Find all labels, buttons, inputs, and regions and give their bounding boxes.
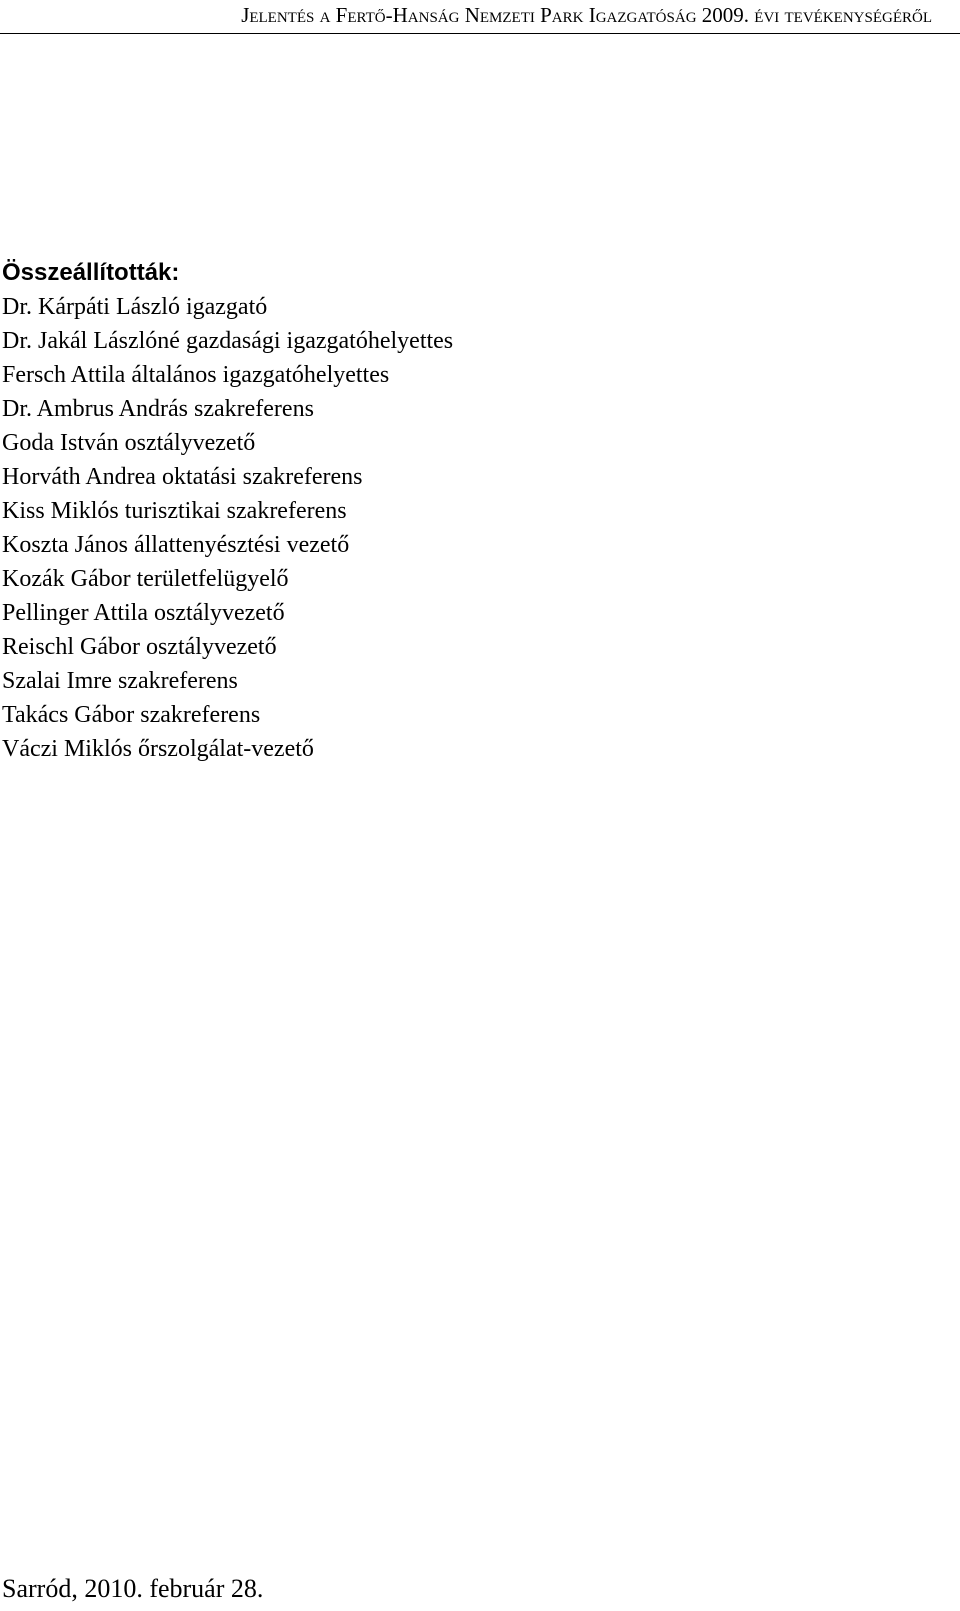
header-rule bbox=[0, 33, 960, 34]
author-item: Takács Gábor szakreferens bbox=[2, 702, 261, 728]
author-item: Dr. Ambrus András szakreferens bbox=[2, 396, 314, 422]
author-item: Dr. Kárpáti László igazgató bbox=[2, 294, 268, 320]
author-item: Dr. Jakál Lászlóné gazdasági igazgatóhelyettes bbox=[2, 328, 454, 354]
authors-heading: Összeállították: bbox=[2, 259, 180, 286]
author-item: Fersch Attila általános igazgatóhelyettes bbox=[2, 362, 390, 388]
author-item: Reischl Gábor osztályvezető bbox=[2, 634, 277, 660]
author-item: Pellinger Attila osztályvezető bbox=[2, 600, 285, 626]
author-item: Kozák Gábor területfelügyelő bbox=[2, 566, 289, 592]
author-list bbox=[2, 290, 453, 766]
author-item: Goda István osztályvezető bbox=[2, 430, 256, 456]
author-item: Horváth Andrea oktatási szakreferens bbox=[2, 464, 363, 490]
author-item: Koszta János állattenyésztési vezető bbox=[2, 532, 350, 558]
authors-section bbox=[2, 256, 453, 766]
place-date: Sarród, 2010. február 28. bbox=[2, 1574, 264, 1603]
running-header: Jelentés a Fertő-Hanság Nemzeti Park Igazgatóság 2009. évi tevékenységéről bbox=[241, 3, 932, 27]
author-item: Kiss Miklós turisztikai szakreferens bbox=[2, 498, 347, 524]
author-item: Szalai Imre szakreferens bbox=[2, 668, 238, 694]
author-item: Váczi Miklós őrszolgálat-vezető bbox=[2, 736, 314, 762]
